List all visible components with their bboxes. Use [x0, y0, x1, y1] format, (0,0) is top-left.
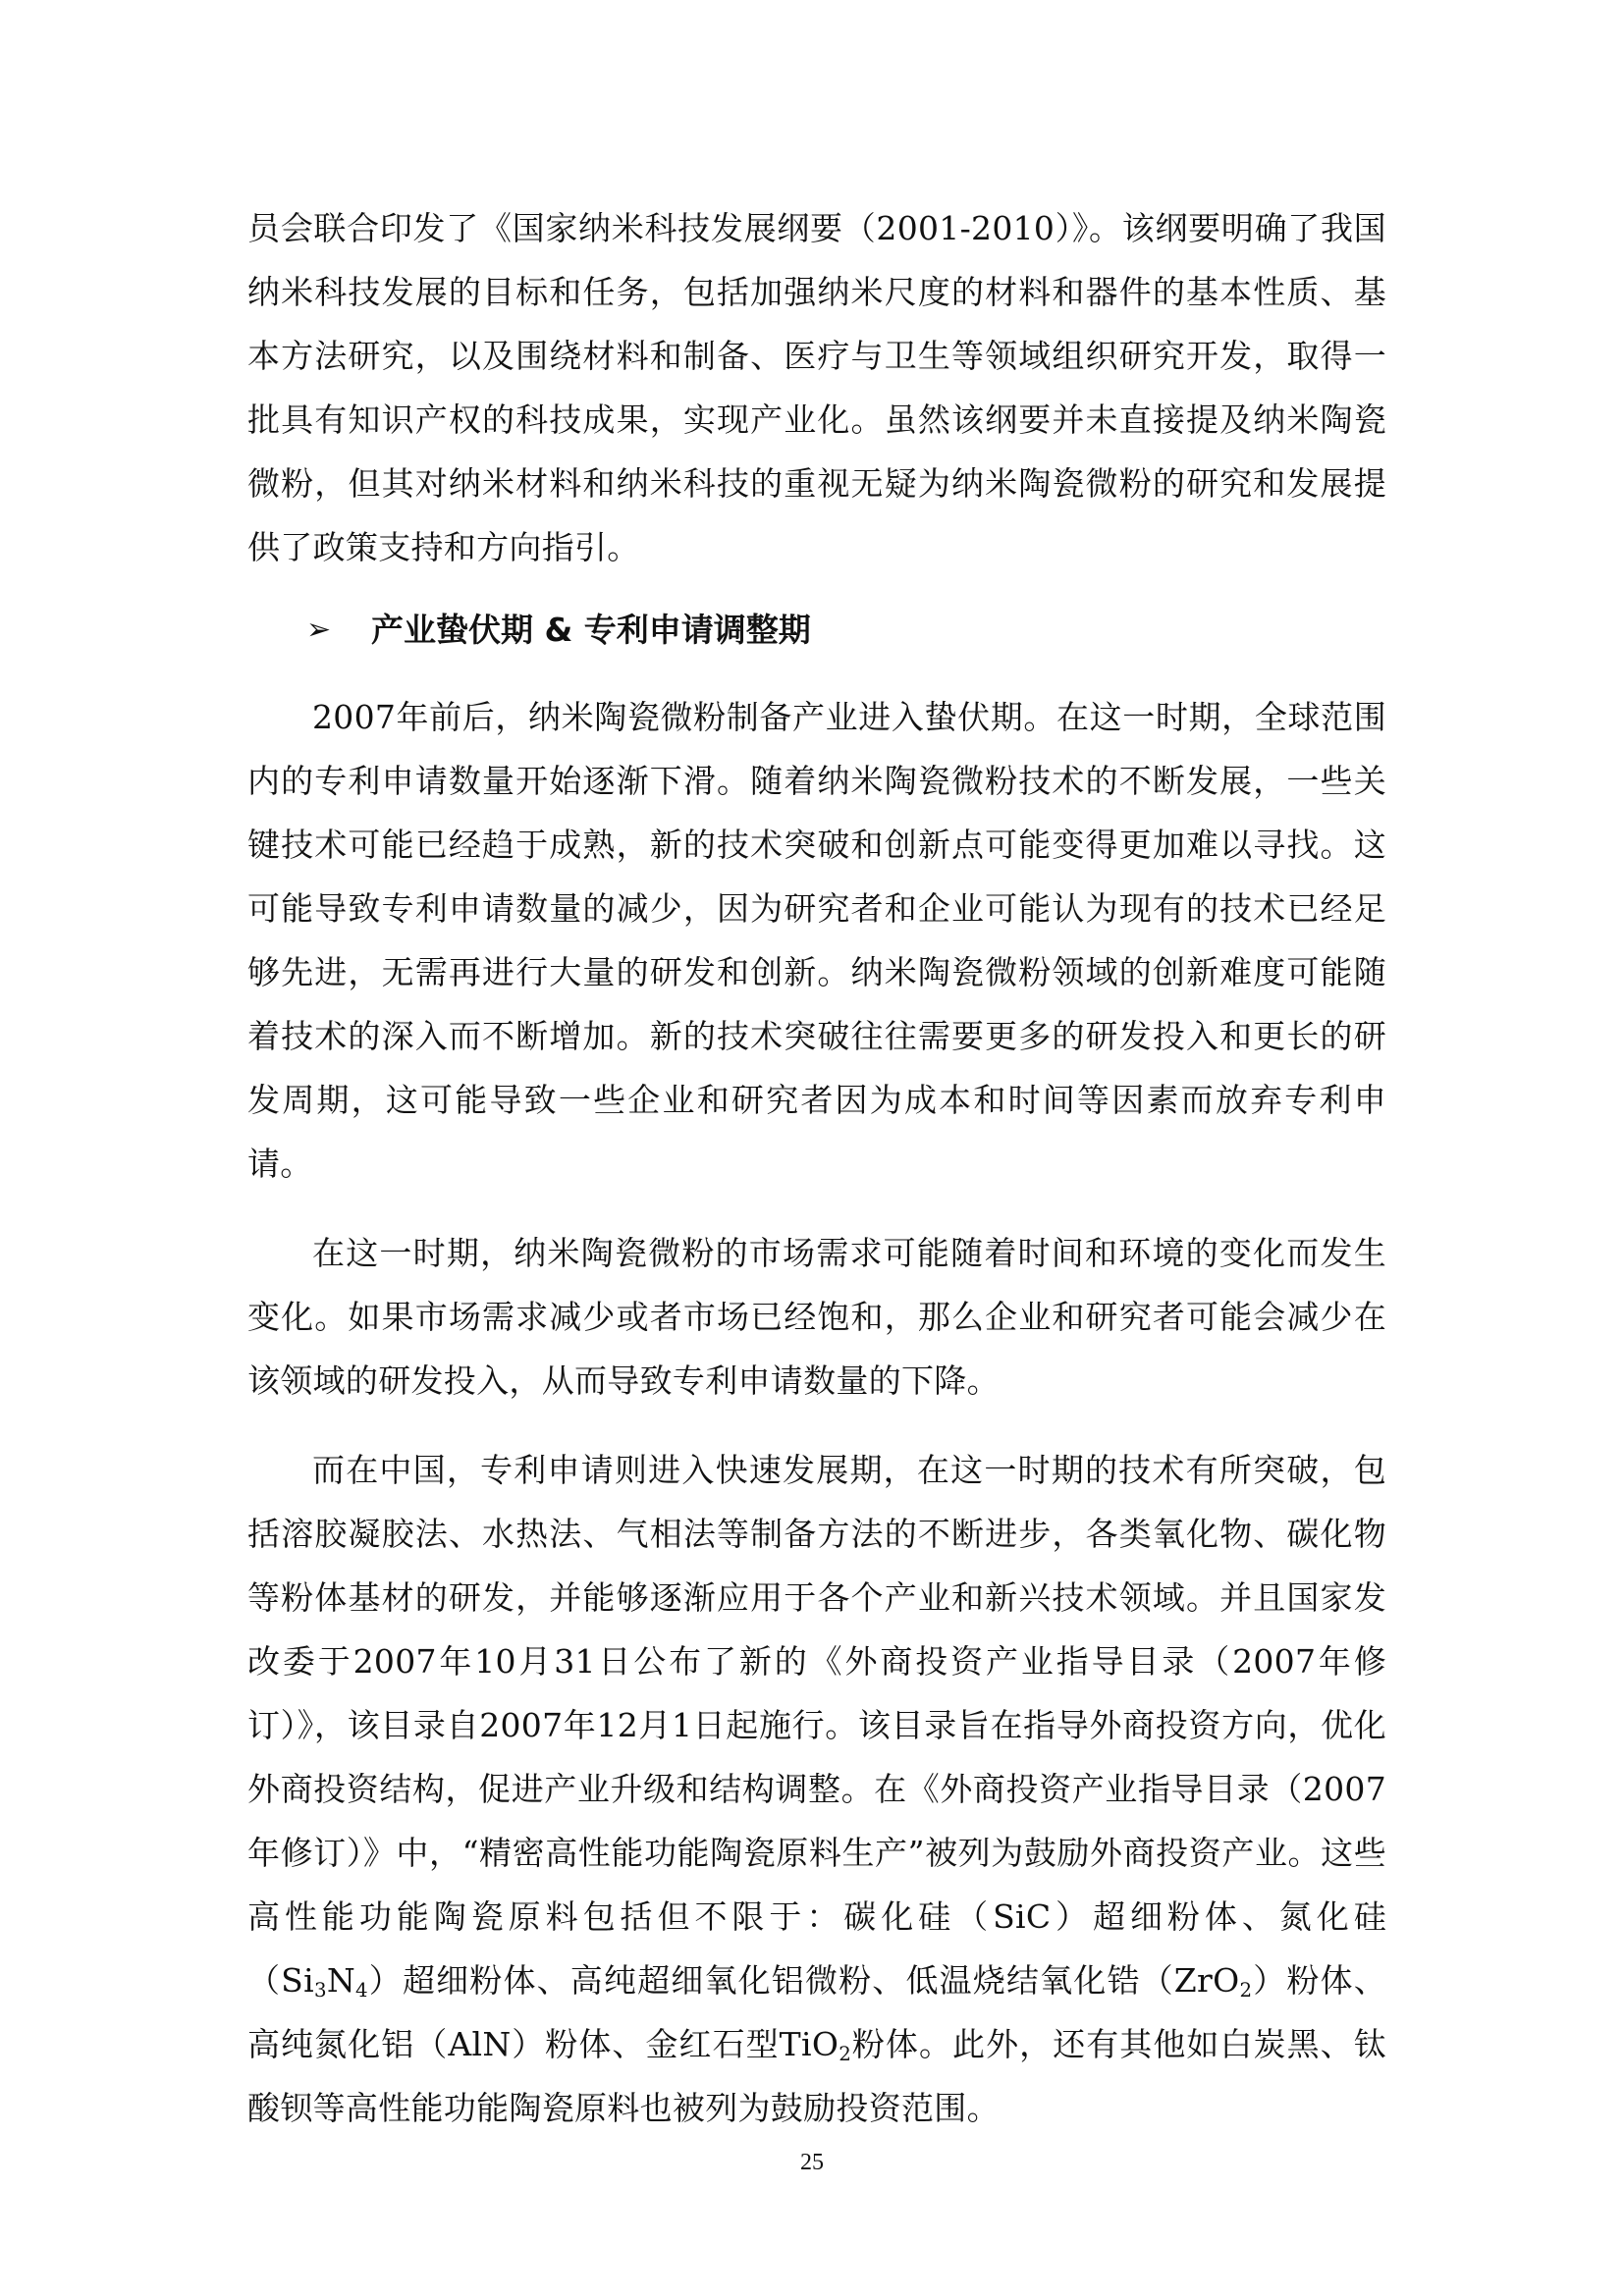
subscript: 2 [1239, 1978, 1253, 2002]
paragraph-continued: 员会联合印发了《国家纳米科技发展纲要（2001-2010）》。该纲要明确了我国纳米科技发展的目标和任务，包括加强纳米尺度的材料和器件的基本性质、基本方法研究，以及围绕材料和制备、医疗与卫生等领域组织研究开发，取得一批具有知识产权的科技成果，实现产业化。虽然该纲要并未直接提及纳米陶瓷微粉，但其对纳米材料和纳米科技的重视无疑为纳米陶瓷微粉的研究和发展提供了政策支持和方向指引。 [247, 209, 1386, 566]
page-number: 25 [800, 2150, 824, 2175]
text-run: 而在中国，专利申请则进入快速发展期，在这一时期的技术有所突破，包括溶胶凝胶法、水热法、气相法等制备方法的不断进步，各类氧化物、碳化物等粉体基材的研发，并能够逐渐应用于各个产业和新兴技术领域。并且国家发改委于2007年10月31日公布了新的《外商投资产业指导目录（2007年修订）》，该目录自2007年12月1日起施行。该目录旨在指导外商投资方向，优化外商投资结构，促进产业升级和结构调整。在《外商投资产业指导目录（2007年修订）》中，“精密高性能功能陶瓷原料生产”被列为鼓励外商投资产业。这些高性能功能陶瓷原料包括但不限于：碳化硅（SiC）超细粉体、氮化硅（Si [247, 1451, 1386, 2000]
text-run: 粉体。此外，还有其他如白炭黑、钛酸钡等高性能功能陶瓷原料也被列为鼓励投资范围。 [247, 2025, 1386, 2127]
text-run: N [326, 1961, 356, 2000]
section-heading-text: 产业蛰伏期 & 专利申请调整期 [371, 611, 811, 649]
paragraph-market-demand: 在这一时期，纳米陶瓷微粉的市场需求可能随着时间和环境的变化而发生变化。如果市场需求减少或者市场已经饱和，那么企业和研究者可能会减少在该领域的研发投入，从而导致专利申请数量的下降。 [247, 1234, 1386, 1400]
section-heading [306, 605, 1386, 656]
arrow-bullet-icon: ➢ [306, 613, 332, 647]
text-run: ）超细粉体、高纯超细氧化铝微粉、低温烧结氧化锆（ZrO [367, 1961, 1240, 2000]
paragraph-dormant-period: 2007年前后，纳米陶瓷微粉制备产业进入蛰伏期。在这一时期，全球范围内的专利申请数量开始逐渐下滑。随着纳米陶瓷微粉技术的不断发展，一些关键技术可能已经趋于成熟，新的技术突破和创新点可能变得更加难以寻找。这可能导致专利申请数量的减少，因为研究者和企业可能认为现有的技术已经足够先进，无需再进行大量的研发和创新。纳米陶瓷微粉领域的创新难度可能随着技术的深入而不断增加。新的技术突破往往需要更多的研发投入和更长的研发周期，这可能导致一些企业和研究者因为成本和时间等因素而放弃专利申请。 [247, 698, 1386, 1183]
subscript: 2 [839, 2042, 852, 2065]
paragraph-china-development [247, 1438, 1386, 2140]
page-content [247, 196, 1386, 2165]
subscript: 3 [313, 1978, 327, 2002]
text-run: ）粉体、高纯氮化铝（AlN）粉体、金红石型TiO [247, 1961, 1387, 2063]
subscript: 4 [355, 1978, 368, 2002]
